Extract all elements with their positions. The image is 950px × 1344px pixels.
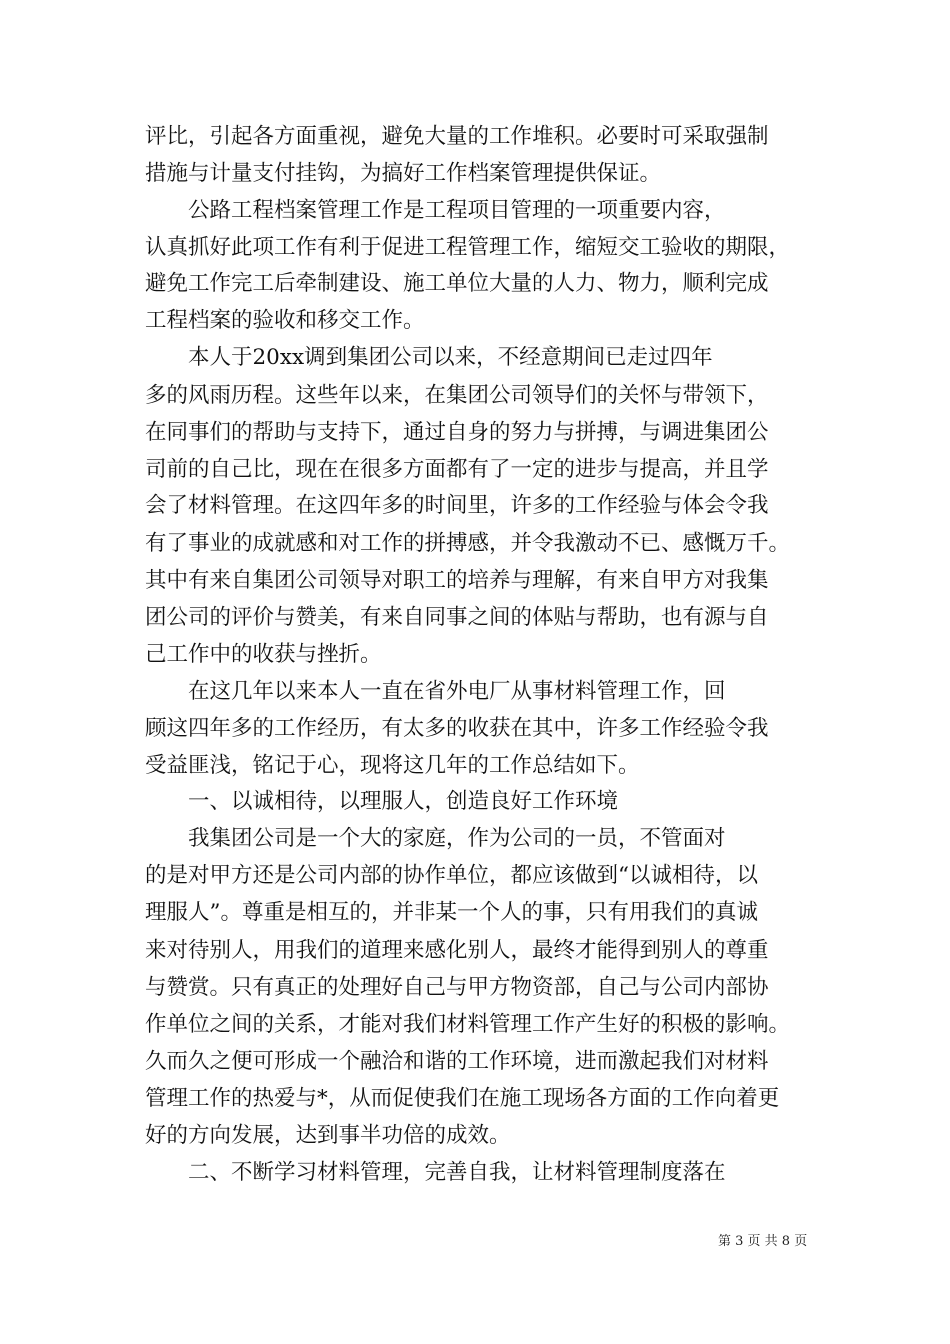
body-line: 受益匪浅，铭记于心，现将这几年的工作总结如下。 [145,753,640,778]
body-line: 措施与计量支付挂钩，为搞好工作档案管理提供保证。 [145,161,662,186]
body-line: 来对待别人，用我们的道理来感化别人，最终才能得到别人的尊重 [145,938,769,963]
body-line: 与赞赏。只有真正的处理好自己与甲方物资部，自己与公司内部协 [145,975,769,1000]
body-line: 其中有来自集团公司领导对职工的培养与理解，有来自甲方对我集 [145,568,769,593]
body-line: 我集团公司是一个大的家庭，作为公司的一员，不管面对 [145,826,726,851]
body-line: 司前的自己比，现在在很多方面都有了一定的进步与提高，并且学 [145,457,769,482]
body-line: 管理工作的热爱与*，从而促使我们在施工现场各方面的工作向着更 [145,1086,780,1111]
body-line: 工程档案的验收和移交工作。 [145,308,425,333]
body-line: 久而久之便可形成一个融洽和谐的工作环境，进而激起我们对材料 [145,1049,769,1074]
body-line: 会了材料管理。在这四年多的时间里，许多的工作经验与体会令我 [145,493,769,518]
body-line: 理服人”。尊重是相互的，并非某一个人的事，只有用我们的真诚 [145,900,758,925]
body-line: 有了事业的成就感和对工作的拼搏感，并令我激动不已、感慨万千。 [145,531,791,556]
body-line: 避免工作完工后牵制建设、施工单位大量的人力、物力，顺利完成 [145,271,769,296]
body-line: 评比，引起各方面重视，避免大量的工作堆积。必要时可采取强制 [145,124,769,149]
section-heading: 一、以诚相待，以理服人，创造良好工作环境 [145,789,619,814]
section-heading: 二、不断学习材料管理，完善自我，让材料管理制度落在 [145,1160,726,1185]
body-line: 在同事们的帮助与支持下，通过自身的努力与拼搏，与调进集团公 [145,420,769,445]
body-line: 顾这四年多的工作经历，有太多的收获在其中，许多工作经验令我 [145,716,769,741]
body-line: 好的方向发展，达到事半功倍的成效。 [145,1123,511,1148]
body-line: 团公司的评价与赞美，有来自同事之间的体贴与帮助，也有源与自 [145,605,769,630]
body-line: 认真抓好此项工作有利于促进工程管理工作，缩短交工验收的期限， [145,235,791,260]
body-line: 在这几年以来本人一直在省外电厂从事材料管理工作，回 [145,679,726,704]
body-line: 的是对甲方还是公司内部的协作单位，都应该做到“以诚相待，以 [145,863,758,888]
body-line: 公路工程档案管理工作是工程项目管理的一项重要内容， [145,198,726,223]
body-line: 本人于20xx调到集团公司以来，不经意期间已走过四年 [145,345,713,370]
body-line: 己工作中的收获与挫折。 [145,642,382,667]
body-line: 多的风雨历程。这些年以来，在集团公司领导们的关怀与带领下， [145,383,769,408]
page-number: 第 3 页 共 8 页 [718,1234,808,1249]
body-line: 作单位之间的关系，才能对我们材料管理工作产生好的积极的影响。 [145,1012,791,1037]
